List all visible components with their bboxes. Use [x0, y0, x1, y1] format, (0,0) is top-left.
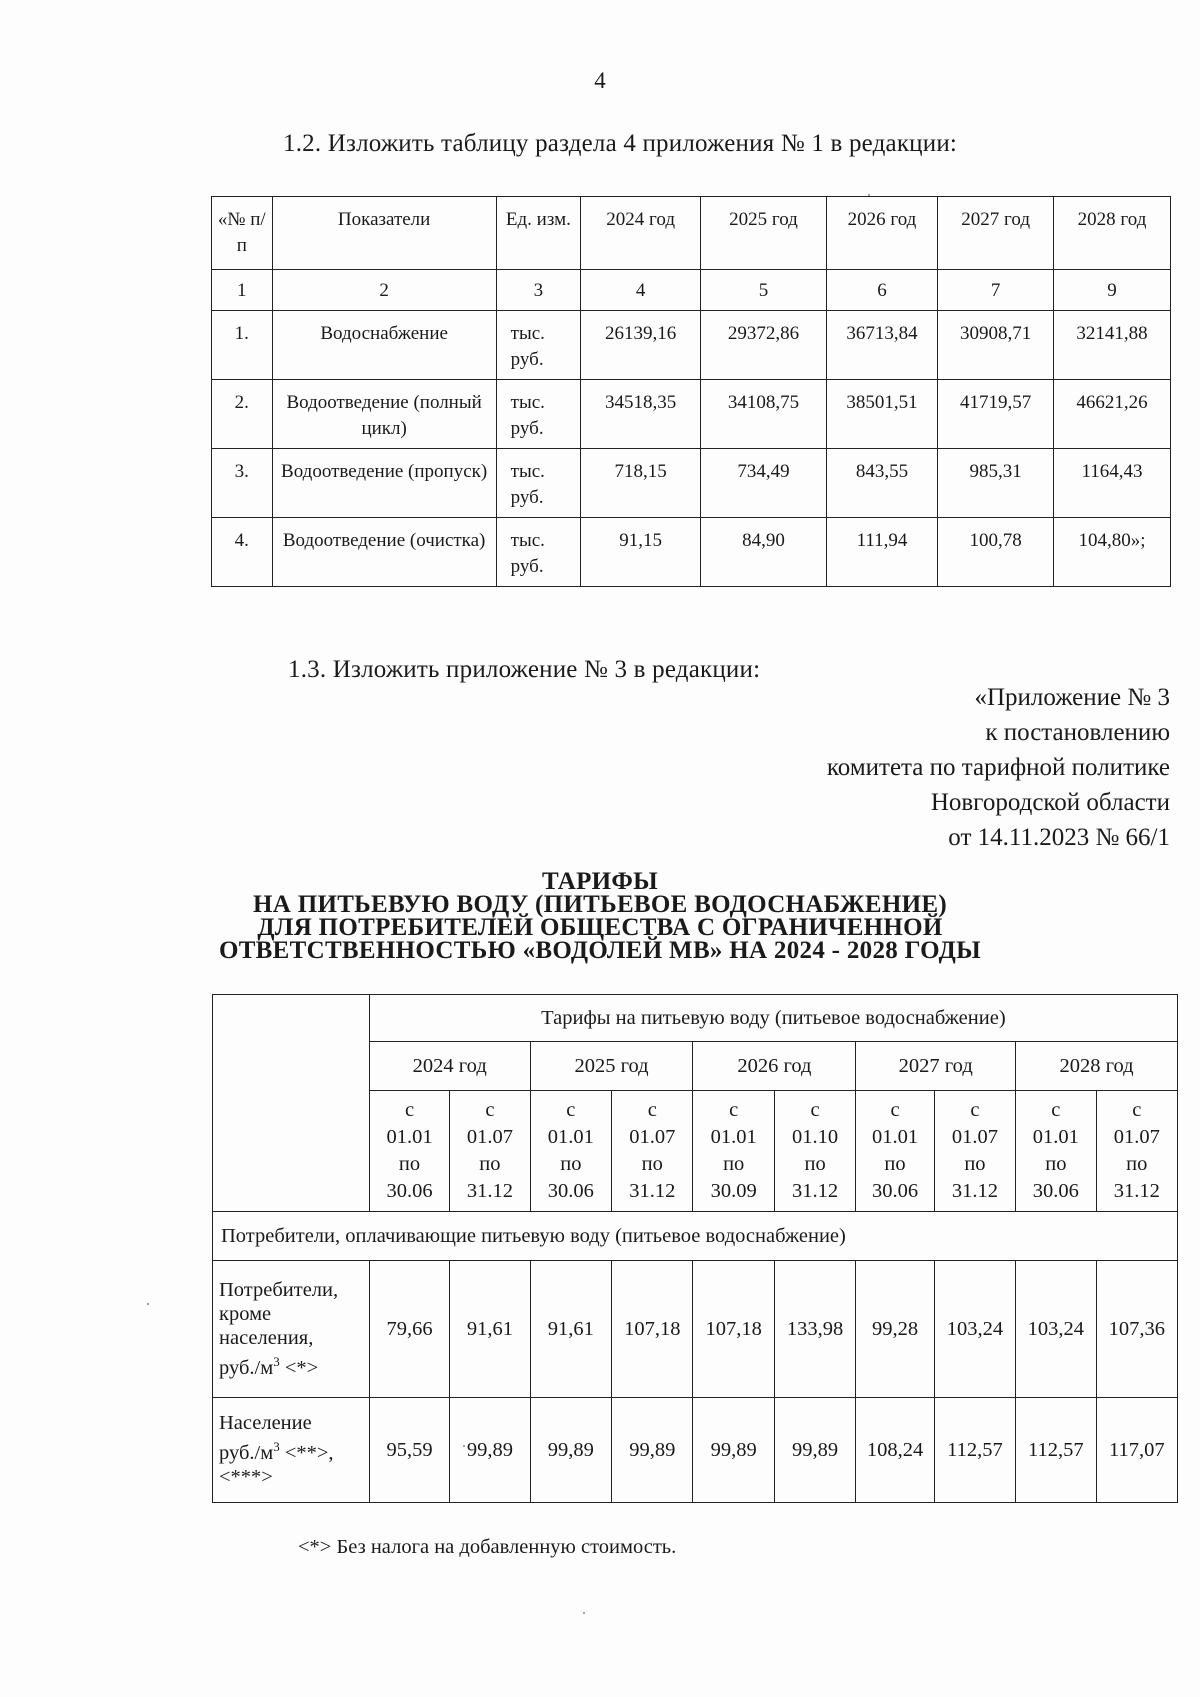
- table1-value-cell: 26139,16: [581, 311, 701, 380]
- tariff-period-cell: [1016, 1091, 1096, 1212]
- tariff-period-line: по: [398, 1153, 421, 1175]
- tariff-period-line: 01.07: [466, 1126, 513, 1148]
- appendix-reference: [570, 680, 1170, 855]
- tariff-period-line: с: [404, 1099, 415, 1121]
- table1-row-number: 3.: [212, 449, 273, 518]
- tariff-period-cell: [774, 1091, 855, 1212]
- tariff-period-line: по: [560, 1153, 582, 1175]
- table1-header-row: [212, 197, 1171, 270]
- table1-row: [212, 380, 1171, 449]
- tariff-value-cell: 117,07: [1096, 1398, 1177, 1503]
- tariff-value-cell: 79,66: [369, 1261, 449, 1398]
- unit-superscript: 3: [273, 1439, 280, 1455]
- unit-text: руб./м: [219, 1441, 274, 1464]
- tariff-title-line: НА ПИТЬЕВУЮ ВОДУ (ПИТЬЕВОЕ ВОДОСНАБЖЕНИЕ): [253, 891, 947, 918]
- tariff-period-line: с: [729, 1099, 739, 1121]
- tariff-consumer-label: [213, 1398, 370, 1503]
- table1-row-number: 2.: [212, 380, 273, 449]
- table1-header-cell: Ед. изм.: [496, 197, 580, 270]
- table1-column-number: 9: [1054, 270, 1171, 311]
- tariff-period-line: 01.01: [386, 1126, 433, 1148]
- scan-speck: [147, 1303, 149, 1305]
- tariff-period-line: 01.07: [951, 1126, 998, 1148]
- tariff-value-cell: 107,36: [1096, 1261, 1177, 1398]
- tariff-period-line: по: [723, 1153, 745, 1175]
- scan-speck: [583, 1612, 585, 1614]
- table1-value-cell: 985,31: [938, 449, 1054, 518]
- table1-column-number: 5: [701, 270, 827, 311]
- tariff-period-line: 31.12: [466, 1180, 513, 1202]
- tariff-period-cell: [1096, 1091, 1177, 1212]
- unit-text: руб./м: [219, 1356, 274, 1379]
- table1-value-cell: 111,94: [826, 518, 937, 587]
- tariff-period-line: по: [1045, 1153, 1067, 1175]
- tariff-year-cell: 2026 год: [693, 1042, 856, 1091]
- tariff-title-line: ОТВЕТСТВЕННОСТЬЮ «ВОДОЛЕЙ МВ» НА 2024 - 2028 ГОДЫ: [218, 937, 982, 964]
- tariff-label-unit: [219, 1350, 363, 1380]
- page-number: 4: [594, 68, 606, 93]
- tariff-label-line: Население: [219, 1412, 312, 1435]
- table1-header-cell: 2028 год: [1054, 197, 1171, 270]
- tariff-period-line: 01.01: [871, 1126, 919, 1148]
- scan-speck: [868, 194, 870, 196]
- table1-value-cell: 38501,51: [826, 380, 937, 449]
- tariff-table: [212, 994, 1178, 1503]
- tariff-period-line: с: [1051, 1099, 1061, 1121]
- table1-indicator-name: Водоотведение (очистка): [272, 518, 496, 587]
- table1-header-cell: «№ п/п: [212, 197, 273, 270]
- table1-column-number: 7: [938, 270, 1054, 311]
- scan-speck: [463, 1445, 465, 1447]
- tariff-year-cell: 2025 год: [530, 1042, 693, 1091]
- table1-value-cell: 34108,75: [701, 380, 827, 449]
- table1-unit: тыс. руб.: [496, 518, 580, 587]
- table1-value-cell: 104,80»;: [1054, 518, 1171, 587]
- table1-row: [212, 311, 1171, 380]
- tariff-value-cell: 99,89: [450, 1398, 530, 1503]
- table1-value-cell: 32141,88: [1054, 311, 1171, 380]
- tariff-value-cell: 99,89: [693, 1398, 774, 1503]
- tariff-label-line: кроме: [219, 1303, 272, 1326]
- tariff-period-cell: [450, 1091, 530, 1212]
- table1-value-cell: 734,49: [701, 449, 827, 518]
- tariff-title-line: ДЛЯ ПОТРЕБИТЕЛЕЙ ОБЩЕСТВА С ОГРАНИЧЕННОЙ: [257, 914, 943, 941]
- table1-column-number: 1: [212, 270, 273, 311]
- table1-value-cell: 100,78: [938, 518, 1054, 587]
- tariff-main-header: Тарифы на питьевую воду (питьевое водоснабжение): [369, 995, 1177, 1042]
- table1-indicator-name: Водоотведение (полный цикл): [272, 380, 496, 449]
- tariff-period-cell: [693, 1091, 774, 1212]
- tariff-value-cell: 99,89: [774, 1398, 855, 1503]
- unit-superscript: 3: [273, 1354, 280, 1370]
- table1-unit: тыс. руб.: [496, 449, 580, 518]
- tariff-period-line: по: [804, 1153, 826, 1175]
- tariff-title-line: ТАРИФЫ: [541, 868, 659, 895]
- table1-header-cell: 2027 год: [938, 197, 1054, 270]
- table1-value-cell: 29372,86: [701, 311, 827, 380]
- table1-row-number: 1.: [212, 311, 273, 380]
- table1-value-cell: 1164,43: [1054, 449, 1171, 518]
- tariff-period-line: 31.12: [629, 1180, 676, 1202]
- tariff-period-line: с: [1132, 1099, 1142, 1121]
- tariff-year-cell: 2027 год: [856, 1042, 1016, 1091]
- tariff-period-line: 01.01: [710, 1126, 757, 1148]
- tariff-value-cell: 99,89: [612, 1398, 693, 1503]
- table1-header-cell: 2026 год: [826, 197, 937, 270]
- tariff-value-cell: 108,24: [856, 1398, 934, 1503]
- tariff-value-cell: 91,61: [530, 1261, 611, 1398]
- tariff-period-line: 30.06: [871, 1180, 919, 1202]
- tariff-period-line: с: [810, 1099, 820, 1121]
- tariff-label-extra: <***>: [219, 1465, 273, 1488]
- tariff-value-cell: 99,89: [530, 1398, 611, 1503]
- tariff-period-line: с: [970, 1099, 980, 1121]
- table1-indicator-name: Водоснабжение: [272, 311, 496, 380]
- tariff-period-line: 31.12: [951, 1180, 998, 1202]
- tariff-period-line: 01.10: [792, 1126, 839, 1148]
- table1-value-cell: 46621,26: [1054, 380, 1171, 449]
- tariff-period-line: с: [647, 1099, 657, 1121]
- table1-column-number: 3: [496, 270, 580, 311]
- unit-footnote-mark: <**>,: [279, 1441, 334, 1464]
- table1-value-cell: 718,15: [581, 449, 701, 518]
- footnote: <*> Без налога на добавленную стоимость.: [298, 1536, 677, 1558]
- tariff-label-line: населения,: [219, 1327, 314, 1350]
- table1-number-row: [212, 270, 1171, 311]
- tariff-value-cell: 112,57: [934, 1398, 1015, 1503]
- table1-value-cell: 34518,35: [581, 380, 701, 449]
- tariff-value-cell: 95,59: [369, 1398, 449, 1503]
- tariff-value-cell: 107,18: [693, 1261, 774, 1398]
- appendix-line: от 14.11.2023 № 66/1: [948, 824, 1170, 851]
- tariff-year-cell: 2024 год: [369, 1042, 530, 1091]
- table1-row-number: 4.: [212, 518, 273, 587]
- tariff-period-cell: [369, 1091, 449, 1212]
- tariff-period-line: 30.06: [1032, 1180, 1079, 1202]
- tariff-period-line: с: [485, 1099, 495, 1121]
- appendix-line: Новгородской области: [930, 789, 1170, 816]
- tariff-period-line: 30.06: [547, 1180, 594, 1202]
- tariff-label-line: Потребители,: [219, 1279, 339, 1302]
- tariff-period-line: по: [479, 1153, 501, 1175]
- tariff-consumer-label: [213, 1261, 370, 1398]
- tariff-period-line: 01.07: [629, 1126, 676, 1148]
- tariff-period-line: 31.12: [1113, 1180, 1160, 1202]
- table1-row: [212, 518, 1171, 587]
- tariff-label-unit: [219, 1435, 363, 1465]
- table1-column-number: 4: [581, 270, 701, 311]
- unit-footnote-mark: <*>: [279, 1356, 319, 1379]
- table1-column-number: 2: [272, 270, 496, 311]
- table1-indicator-name: Водоотведение (пропуск): [272, 449, 496, 518]
- tariff-value-cell: 103,24: [934, 1261, 1015, 1398]
- table1-row: [212, 449, 1171, 518]
- tariff-period-cell: [934, 1091, 1015, 1212]
- tariff-period-cell: [856, 1091, 934, 1212]
- tariff-period-line: 01.07: [1113, 1126, 1160, 1148]
- appendix-line: «Приложение № 3: [974, 684, 1170, 711]
- table1-unit: тыс. руб.: [496, 311, 580, 380]
- section-1-3-text: 1.3. Изложить приложение № 3 в редакции:: [288, 656, 761, 683]
- table1-value-cell: 41719,57: [938, 380, 1054, 449]
- tariff-period-line: 01.01: [547, 1126, 594, 1148]
- tariff-period-line: 30.09: [710, 1180, 757, 1202]
- table1-header-cell: Показатели: [272, 197, 496, 270]
- tariff-main-header-row: [213, 995, 1178, 1042]
- tariff-value-cell: 99,28: [856, 1261, 934, 1398]
- tariff-value-cell: 133,98: [774, 1261, 855, 1398]
- table1-header-cell: 2024 год: [581, 197, 701, 270]
- tariff-section-row: [213, 1212, 1178, 1261]
- expenses-table: [211, 196, 1171, 587]
- table1-unit: тыс. руб.: [496, 380, 580, 449]
- tariff-period-line: с: [890, 1099, 900, 1121]
- tariff-section-label: Потребители, оплачивающие питьевую воду (питьевое водоснабжение): [213, 1212, 1178, 1261]
- tariff-period-line: 01.01: [1032, 1126, 1079, 1148]
- tariff-period-line: по: [641, 1153, 663, 1175]
- table1-column-number: 6: [826, 270, 937, 311]
- table1-value-cell: 36713,84: [826, 311, 937, 380]
- tariff-value-cell: 112,57: [1016, 1398, 1096, 1503]
- table1-value-cell: 30908,71: [938, 311, 1054, 380]
- tariff-title: [0, 870, 1200, 962]
- tariff-value-cell: 103,24: [1016, 1261, 1096, 1398]
- section-1-2-text: 1.2. Изложить таблицу раздела 4 приложения № 1 в редакции:: [283, 130, 958, 157]
- appendix-line: комитета по тарифной политике: [826, 754, 1170, 781]
- tariff-period-line: 30.06: [386, 1180, 433, 1202]
- tariff-period-line: по: [964, 1153, 986, 1175]
- table1-value-cell: 91,15: [581, 518, 701, 587]
- table1-value-cell: 843,55: [826, 449, 937, 518]
- tariff-row: [213, 1261, 1178, 1398]
- tariff-period-line: 31.12: [792, 1180, 839, 1202]
- tariff-period-line: по: [1126, 1153, 1148, 1175]
- tariff-year-cell: 2028 год: [1016, 1042, 1178, 1091]
- tariff-period-cell: [612, 1091, 693, 1212]
- tariff-period-cell: [530, 1091, 611, 1212]
- tariff-period-line: по: [884, 1153, 906, 1175]
- appendix-line: к постановлению: [985, 719, 1170, 746]
- tariff-corner-cell: [213, 995, 370, 1212]
- tariff-value-cell: 107,18: [612, 1261, 693, 1398]
- table1-value-cell: 84,90: [701, 518, 827, 587]
- table1-header-cell: 2025 год: [701, 197, 827, 270]
- tariff-period-line: с: [566, 1099, 576, 1121]
- tariff-value-cell: 91,61: [450, 1261, 530, 1398]
- tariff-row: [213, 1398, 1178, 1503]
